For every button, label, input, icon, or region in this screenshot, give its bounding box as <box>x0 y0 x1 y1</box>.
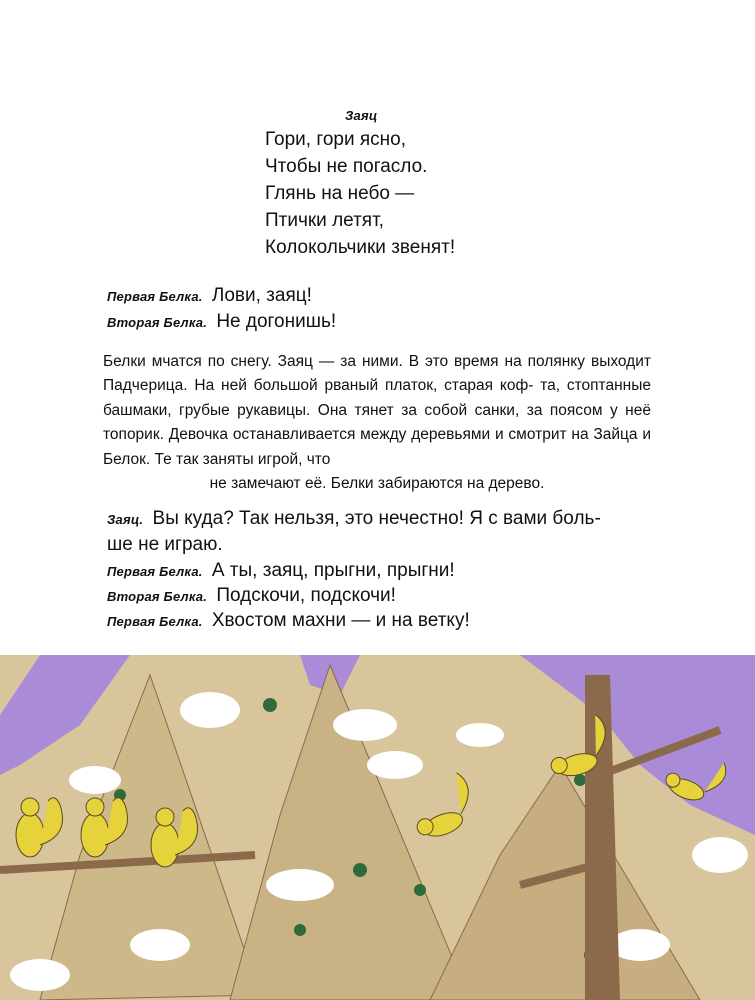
snow-clump <box>333 709 397 741</box>
snow-clump <box>266 869 334 901</box>
snow-clump <box>610 929 670 961</box>
poem-speaker: Заяц <box>345 108 378 123</box>
replica-text: Вы куда? Так нельзя, это нечестно! Я с вами боль- <box>152 508 601 529</box>
poem-line: Глянь на небо — <box>265 183 415 204</box>
poem <box>265 126 455 261</box>
needle-accent <box>353 863 367 877</box>
replica-text: Не догонишь! <box>216 311 337 332</box>
needle-accent <box>294 924 306 936</box>
speaker-name: Вторая Белка. <box>107 315 208 330</box>
dialogue-line <box>107 311 336 333</box>
stage-direction <box>103 350 651 496</box>
poem-line: Чтобы не погасло. <box>265 156 428 177</box>
stage-line: Белки мчатся по снегу. Заяц — за ними. В это время на полянку <box>103 353 586 370</box>
stage-line: санки, за поясом у неё топорик. Девочка останавливается между <box>103 401 651 444</box>
stage-line: та, стоптанные башмаки, грубые рукавицы. Она тянет за собой <box>103 377 651 419</box>
dialogue-line <box>107 508 601 530</box>
stage-line: выходит Падчерица. На ней большой рваный платок, старая коф- <box>103 353 651 395</box>
needle-accent <box>414 884 426 896</box>
replica-text: Хвостом махни — и на ветку! <box>211 610 470 631</box>
snow-clump <box>367 751 423 779</box>
snow-clump <box>692 837 748 873</box>
replica-text: ше не играю. <box>107 534 223 555</box>
dialogue-line <box>107 585 396 607</box>
speaker-name: Вторая Белка. <box>107 589 208 604</box>
replica-text: А ты, заяц, прыгни, прыгни! <box>211 560 455 581</box>
speaker-name: Первая Белка. <box>107 564 203 579</box>
dialogue-line <box>107 610 470 632</box>
needle-accent <box>263 698 277 712</box>
dialogue-line <box>107 560 455 582</box>
snow-clump <box>10 959 70 991</box>
snow-clump <box>130 929 190 961</box>
forest-illustration <box>0 655 755 1000</box>
speaker-name: Первая Белка. <box>107 614 203 629</box>
dialogue-line <box>107 285 312 307</box>
replica-text: Лови, заяц! <box>211 285 312 306</box>
poem-line: Колокольчики звенят! <box>265 237 456 258</box>
speaker-name: Заяц. <box>107 512 144 527</box>
poem-line: Птички летят, <box>265 210 384 231</box>
dialogue-line <box>107 534 223 556</box>
stage-line: не замечают её. Белки забираются на дерево. <box>209 475 545 493</box>
snow-clump <box>180 692 240 728</box>
replica-text: Подскочи, подскочи! <box>216 585 396 606</box>
poem-line: Гори, гори ясно, <box>265 129 406 150</box>
stage-line: деревьями и смотрит на Зайца и Белок. Те так заняты игрой, что <box>103 426 651 468</box>
snow-clump <box>456 723 504 747</box>
snow-clump <box>69 766 121 794</box>
needle-accent <box>574 774 586 786</box>
speaker-name: Первая Белка. <box>107 289 203 304</box>
